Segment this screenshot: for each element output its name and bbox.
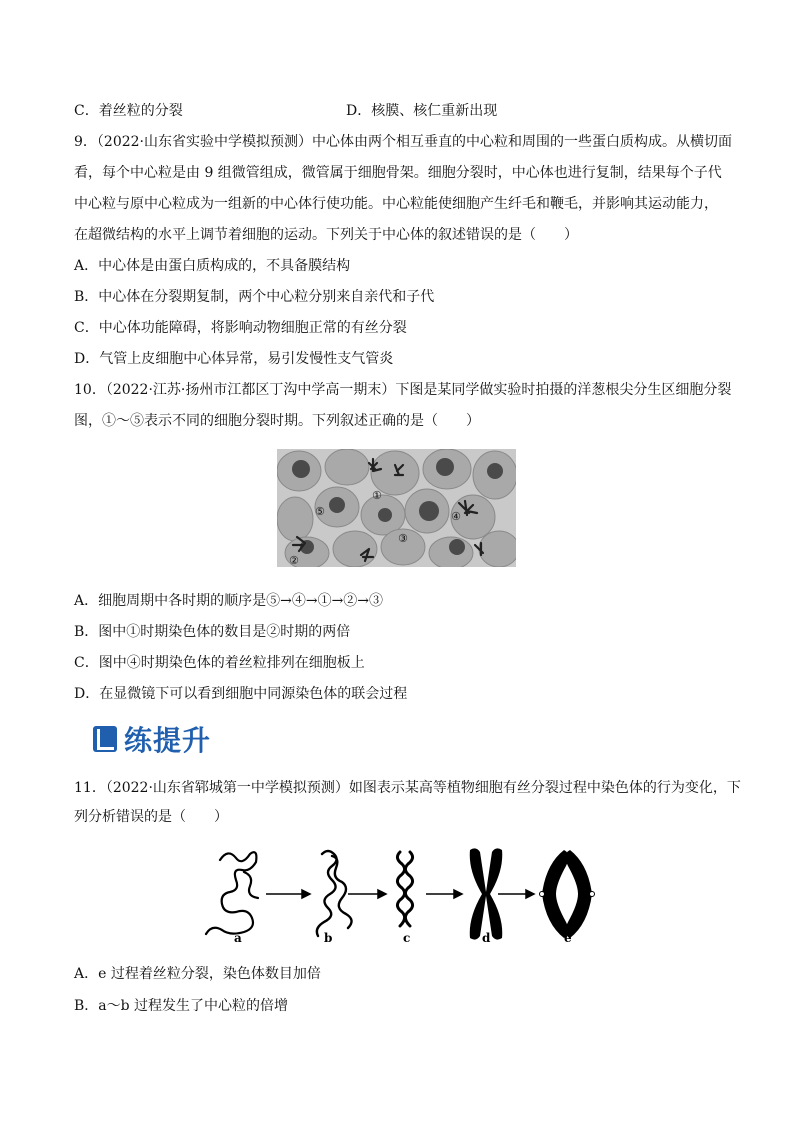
q10-stem-line-2: 图，①～⑤表示不同的细胞分裂时期。下列叙述正确的是（ ） bbox=[74, 413, 480, 429]
q9-option-a: A．中心体是由蛋白质构成的，不具备膜结构 bbox=[74, 258, 351, 274]
photo-label-1: ① bbox=[372, 489, 382, 502]
q11-stem-line-1: 11．（2022·山东省郓城第一中学模拟预测）如图表示某高等植物细胞有丝分裂过程中染色体的行为变化，下 bbox=[74, 780, 741, 796]
q9-option-c: C．中心体功能障碍，将影响动物细胞正常的有丝分裂 bbox=[74, 320, 407, 336]
q10-stem-line-1: 10．（2022·江苏·扬州市江都区丁沟中学高一期末）下图是某同学做实验时拍摄的洋葱根尖分生区细胞分裂 bbox=[74, 382, 732, 398]
stage-label-d: d bbox=[482, 931, 491, 945]
photo-label-5: ⑤ bbox=[315, 505, 325, 518]
q11-stem-line-2: 列分析错误的是（ ） bbox=[74, 809, 228, 825]
q10-option-d: D．在显微镜下可以看到细胞中同源染色体的联会过程 bbox=[74, 686, 408, 702]
q10-option-b: B．图中①时期染色体的数目是②时期的两倍 bbox=[74, 624, 351, 640]
q9-option-b: B．中心体在分裂期复制，两个中心粒分别来自亲代和子代 bbox=[74, 289, 435, 305]
photo-label-4: ④ bbox=[451, 510, 461, 523]
stage-a-chromatin bbox=[206, 852, 258, 934]
q11-option-b: B．a～b 过程发生了中心粒的倍增 bbox=[74, 998, 289, 1014]
stage-label-e: e bbox=[564, 931, 572, 945]
stage-c-condensing bbox=[397, 852, 412, 926]
stage-label-a: a bbox=[234, 931, 242, 945]
q9-stem-line-1: 9．（2022·山东省实验中学模拟预测）中心体由两个相互垂直的中心粒和周围的一些蛋白质构成。从横切面 bbox=[74, 134, 732, 150]
q9-stem-line-4: 在超微结构的水平上调节着细胞的运动。下列关于中心体的叙述错误的是（ ） bbox=[74, 227, 578, 243]
stage-d-metaphase-chromosome bbox=[470, 848, 503, 939]
onion-root-tip-micrograph bbox=[277, 449, 516, 567]
q8-option-c: C．着丝粒的分裂 bbox=[74, 103, 183, 119]
q9-option-d: D．气管上皮细胞中心体异常，易引发慢性支气管炎 bbox=[74, 351, 394, 367]
photo-label-2: ② bbox=[289, 554, 299, 567]
q9-stem-line-2: 看，每个中心粒是由 9 组微管组成，微管属于细胞骨架。细胞分裂时，中心体也进行复制，结果每个子代 bbox=[74, 165, 722, 181]
q9-stem-line-3: 中心粒与原中心粒成为一组新的中心体行使功能。中心粒能使细胞产生纤毛和鞭毛，并影响其运动能力， bbox=[74, 196, 718, 212]
stage-e-anaphase-chromatids bbox=[540, 850, 595, 938]
q11-option-a: A．e 过程着丝粒分裂，染色体数目加倍 bbox=[74, 966, 321, 982]
book-icon bbox=[92, 725, 118, 753]
section-title: 练提升 bbox=[124, 724, 212, 757]
stage-label-b: b bbox=[324, 931, 333, 945]
q10-option-c: C．图中④时期染色体的着丝粒排列在细胞板上 bbox=[74, 655, 365, 671]
section-header bbox=[92, 719, 211, 759]
stage-b-condensing bbox=[317, 851, 352, 936]
q8-option-d: D．核膜、核仁重新出现 bbox=[346, 103, 498, 119]
photo-label-3: ③ bbox=[398, 532, 408, 545]
stage-label-c: c bbox=[403, 931, 411, 945]
chromosome-behavior-diagram bbox=[200, 842, 600, 952]
q10-option-a: A．细胞周期中各时期的顺序是⑤→④→①→②→③ bbox=[74, 593, 384, 609]
